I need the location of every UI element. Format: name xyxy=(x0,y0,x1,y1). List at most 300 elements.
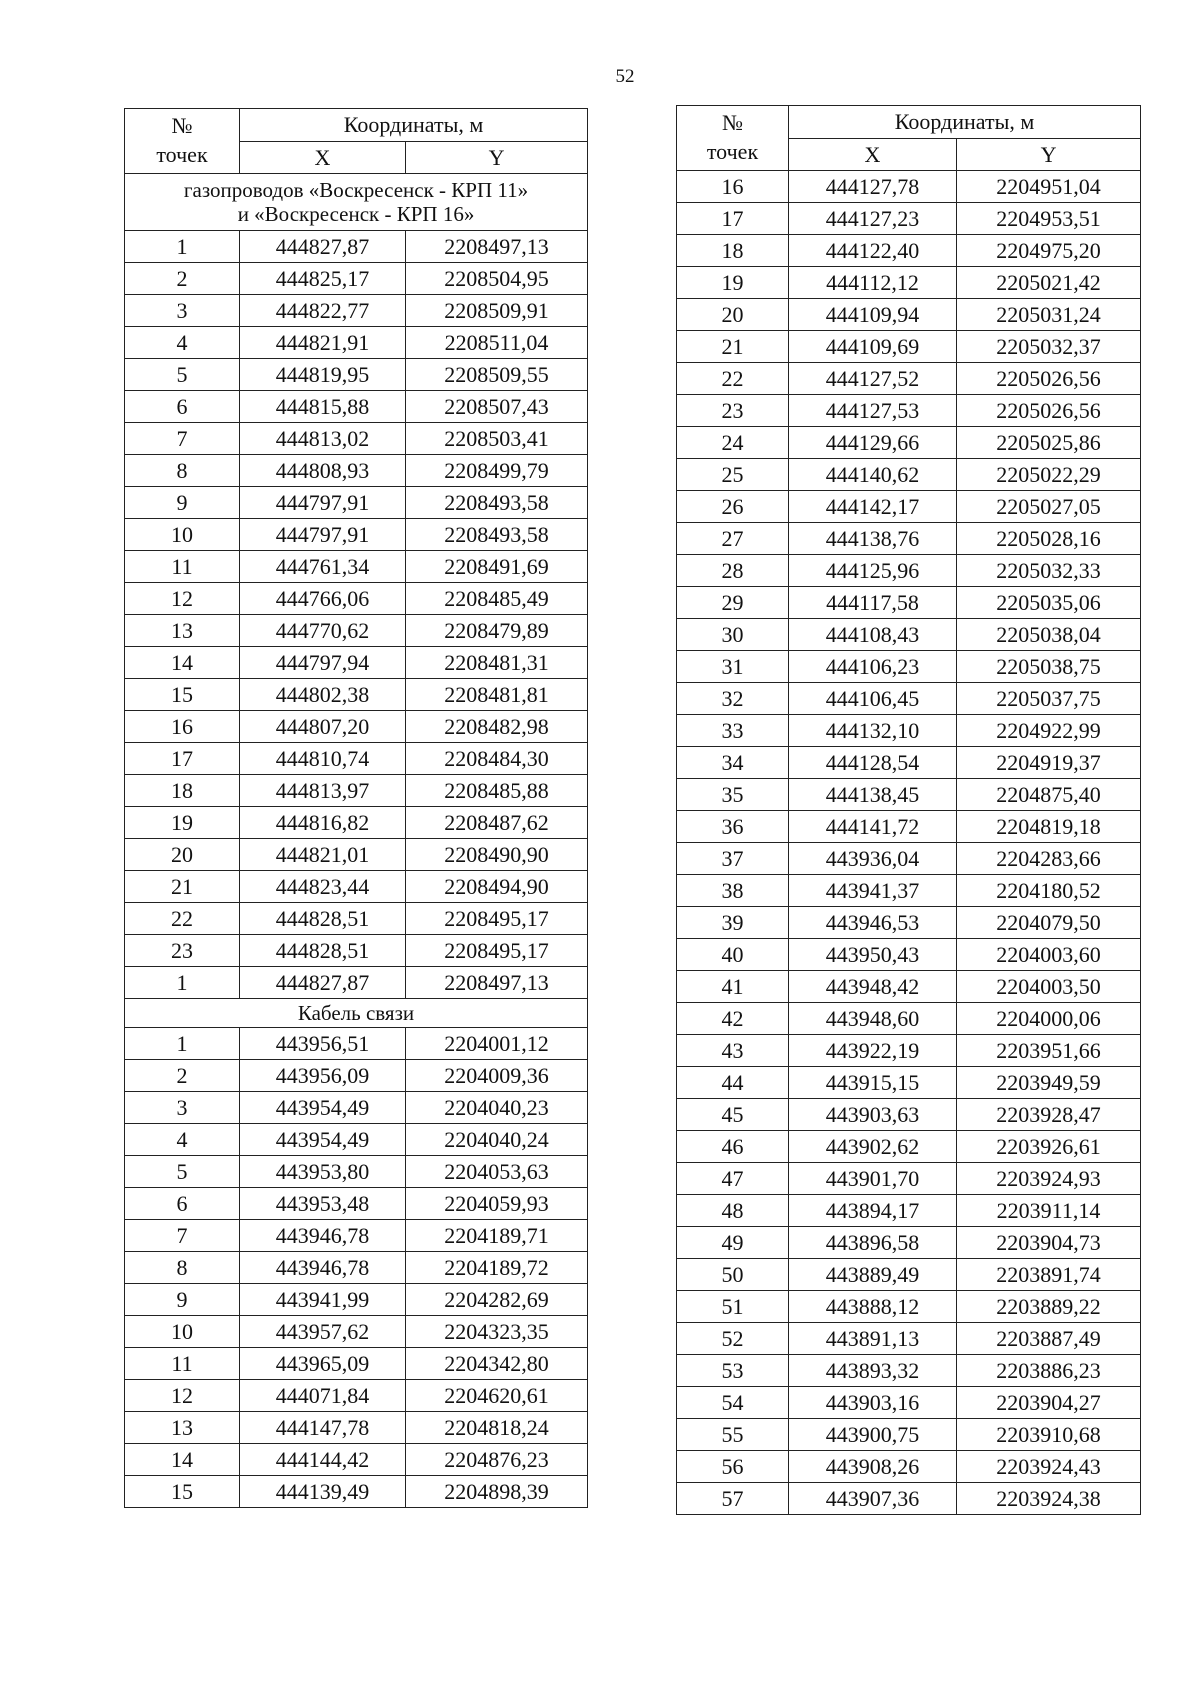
header-point-number xyxy=(677,106,789,171)
point-number-cell: 21 xyxy=(677,331,789,363)
point-number-cell: 20 xyxy=(677,299,789,331)
point-number-cell: 1 xyxy=(125,231,240,263)
table-row xyxy=(125,1444,588,1476)
coordinates-table-left xyxy=(124,108,588,1508)
y-coordinate-cell: 2205026,56 xyxy=(957,395,1141,427)
x-coordinate-cell: 443941,37 xyxy=(789,875,957,907)
y-coordinate-cell: 2203924,38 xyxy=(957,1483,1141,1515)
x-coordinate-cell: 443954,49 xyxy=(240,1124,406,1156)
table-row xyxy=(125,1028,588,1060)
y-coordinate-cell: 2203926,61 xyxy=(957,1131,1141,1163)
table-row xyxy=(677,843,1141,875)
x-coordinate-cell: 444106,45 xyxy=(789,683,957,715)
point-number-cell: 55 xyxy=(677,1419,789,1451)
point-number-cell: 42 xyxy=(677,1003,789,1035)
table-row xyxy=(125,903,588,935)
point-number-cell: 20 xyxy=(125,839,240,871)
point-number-cell: 36 xyxy=(677,811,789,843)
table-row xyxy=(677,1003,1141,1035)
x-coordinate-cell: 443902,62 xyxy=(789,1131,957,1163)
y-coordinate-cell: 2208491,69 xyxy=(406,551,588,583)
x-coordinate-cell: 444127,52 xyxy=(789,363,957,395)
table-row xyxy=(125,1284,588,1316)
y-coordinate-cell: 2208495,17 xyxy=(406,935,588,967)
x-coordinate-cell: 443946,53 xyxy=(789,907,957,939)
table-row xyxy=(677,715,1141,747)
x-coordinate-cell: 444132,10 xyxy=(789,715,957,747)
point-number-cell: 12 xyxy=(125,1380,240,1412)
y-coordinate-cell: 2204009,36 xyxy=(406,1060,588,1092)
y-coordinate-cell: 2203910,68 xyxy=(957,1419,1141,1451)
table-row xyxy=(677,235,1141,267)
y-coordinate-cell: 2208493,58 xyxy=(406,519,588,551)
y-coordinate-cell: 2204001,12 xyxy=(406,1028,588,1060)
x-coordinate-cell: 443894,17 xyxy=(789,1195,957,1227)
x-coordinate-cell: 444127,78 xyxy=(789,171,957,203)
table-row xyxy=(677,683,1141,715)
header-x: X xyxy=(789,139,957,171)
y-coordinate-cell: 2208493,58 xyxy=(406,487,588,519)
point-number-cell: 41 xyxy=(677,971,789,1003)
y-coordinate-cell: 2203886,23 xyxy=(957,1355,1141,1387)
y-coordinate-cell: 2203951,66 xyxy=(957,1035,1141,1067)
table-row xyxy=(125,839,588,871)
table-row xyxy=(125,647,588,679)
y-coordinate-cell: 2208481,31 xyxy=(406,647,588,679)
x-coordinate-cell: 444825,17 xyxy=(240,263,406,295)
y-coordinate-cell: 2208511,04 xyxy=(406,327,588,359)
table-row xyxy=(677,395,1141,427)
table-row xyxy=(677,1419,1141,1451)
table-row xyxy=(125,583,588,615)
table-row xyxy=(125,967,588,999)
table-row xyxy=(125,423,588,455)
y-coordinate-cell: 2208495,17 xyxy=(406,903,588,935)
x-coordinate-cell: 444139,49 xyxy=(240,1476,406,1508)
y-coordinate-cell: 2204898,39 xyxy=(406,1476,588,1508)
y-coordinate-cell: 2204053,63 xyxy=(406,1156,588,1188)
table-row xyxy=(125,1092,588,1124)
point-number-cell: 28 xyxy=(677,555,789,587)
point-number-cell: 37 xyxy=(677,843,789,875)
point-number-cell: 53 xyxy=(677,1355,789,1387)
y-coordinate-cell: 2205021,42 xyxy=(957,267,1141,299)
table-row xyxy=(125,359,588,391)
header-y: Y xyxy=(957,139,1141,171)
point-number-cell: 17 xyxy=(677,203,789,235)
table-row xyxy=(677,811,1141,843)
table-row xyxy=(125,551,588,583)
y-coordinate-cell: 2208481,81 xyxy=(406,679,588,711)
table-row xyxy=(125,1124,588,1156)
x-coordinate-cell: 444810,74 xyxy=(240,743,406,775)
y-coordinate-cell: 2208484,30 xyxy=(406,743,588,775)
table-row xyxy=(677,427,1141,459)
x-coordinate-cell: 443941,99 xyxy=(240,1284,406,1316)
table-row xyxy=(125,391,588,423)
x-coordinate-cell: 444108,43 xyxy=(789,619,957,651)
y-coordinate-cell: 2203924,93 xyxy=(957,1163,1141,1195)
point-number-cell: 19 xyxy=(125,807,240,839)
y-coordinate-cell: 2204819,18 xyxy=(957,811,1141,843)
x-coordinate-cell: 443950,43 xyxy=(789,939,957,971)
table-row xyxy=(677,1451,1141,1483)
point-number-cell: 6 xyxy=(125,391,240,423)
x-coordinate-cell: 444142,17 xyxy=(789,491,957,523)
y-coordinate-cell: 2205038,04 xyxy=(957,619,1141,651)
table-row xyxy=(677,1035,1141,1067)
y-coordinate-cell: 2204919,37 xyxy=(957,747,1141,779)
x-coordinate-cell: 444827,87 xyxy=(240,967,406,999)
y-coordinate-cell: 2204180,52 xyxy=(957,875,1141,907)
table-row xyxy=(677,1227,1141,1259)
y-coordinate-cell: 2208497,13 xyxy=(406,967,588,999)
table-row xyxy=(125,1188,588,1220)
header-y: Y xyxy=(406,142,588,174)
section-title-row xyxy=(125,174,588,231)
table-row xyxy=(677,203,1141,235)
table-row xyxy=(677,331,1141,363)
x-coordinate-cell: 443903,16 xyxy=(789,1387,957,1419)
x-coordinate-cell: 443903,63 xyxy=(789,1099,957,1131)
table-row xyxy=(125,1252,588,1284)
table-row xyxy=(677,1387,1141,1419)
table-row xyxy=(125,1060,588,1092)
point-number-cell: 33 xyxy=(677,715,789,747)
table-row xyxy=(677,1131,1141,1163)
table-row xyxy=(125,327,588,359)
x-coordinate-cell: 444766,06 xyxy=(240,583,406,615)
point-number-cell: 40 xyxy=(677,939,789,971)
x-coordinate-cell: 444815,88 xyxy=(240,391,406,423)
table-row xyxy=(677,1259,1141,1291)
table-row xyxy=(677,907,1141,939)
y-coordinate-cell: 2205032,37 xyxy=(957,331,1141,363)
x-coordinate-cell: 444797,91 xyxy=(240,519,406,551)
point-number-cell: 9 xyxy=(125,1284,240,1316)
y-coordinate-cell: 2205035,06 xyxy=(957,587,1141,619)
x-coordinate-cell: 444828,51 xyxy=(240,903,406,935)
table-row xyxy=(677,171,1141,203)
y-coordinate-cell: 2204876,23 xyxy=(406,1444,588,1476)
y-coordinate-cell: 2203904,73 xyxy=(957,1227,1141,1259)
y-coordinate-cell: 2204620,61 xyxy=(406,1380,588,1412)
x-coordinate-cell: 444071,84 xyxy=(240,1380,406,1412)
table-row xyxy=(125,935,588,967)
table-row xyxy=(125,807,588,839)
y-coordinate-cell: 2203891,74 xyxy=(957,1259,1141,1291)
x-coordinate-cell: 444144,42 xyxy=(240,1444,406,1476)
y-coordinate-cell: 2203924,43 xyxy=(957,1451,1141,1483)
x-coordinate-cell: 444127,53 xyxy=(789,395,957,427)
section-title-row xyxy=(125,999,588,1028)
y-coordinate-cell: 2205032,33 xyxy=(957,555,1141,587)
y-coordinate-cell: 2203904,27 xyxy=(957,1387,1141,1419)
y-coordinate-cell: 2204003,50 xyxy=(957,971,1141,1003)
y-coordinate-cell: 2204342,80 xyxy=(406,1348,588,1380)
point-number-cell: 30 xyxy=(677,619,789,651)
x-coordinate-cell: 443956,51 xyxy=(240,1028,406,1060)
x-coordinate-cell: 444813,97 xyxy=(240,775,406,807)
x-coordinate-cell: 444813,02 xyxy=(240,423,406,455)
x-coordinate-cell: 444827,87 xyxy=(240,231,406,263)
table-row xyxy=(125,487,588,519)
table-row xyxy=(677,363,1141,395)
point-number-cell: 10 xyxy=(125,1316,240,1348)
x-coordinate-cell: 443907,36 xyxy=(789,1483,957,1515)
point-number-cell: 5 xyxy=(125,359,240,391)
point-number-cell: 32 xyxy=(677,683,789,715)
y-coordinate-cell: 2208503,41 xyxy=(406,423,588,455)
x-coordinate-cell: 443915,15 xyxy=(789,1067,957,1099)
table-row xyxy=(677,1355,1141,1387)
x-coordinate-cell: 444808,93 xyxy=(240,455,406,487)
x-coordinate-cell: 444128,54 xyxy=(789,747,957,779)
y-coordinate-cell: 2208509,55 xyxy=(406,359,588,391)
point-number-cell: 14 xyxy=(125,1444,240,1476)
page-number: 52 xyxy=(615,66,635,87)
y-coordinate-cell: 2204059,93 xyxy=(406,1188,588,1220)
x-coordinate-cell: 444821,91 xyxy=(240,327,406,359)
y-coordinate-cell: 2203887,49 xyxy=(957,1323,1141,1355)
x-coordinate-cell: 444797,94 xyxy=(240,647,406,679)
point-number-cell: 9 xyxy=(125,487,240,519)
table-row xyxy=(677,267,1141,299)
table-row xyxy=(125,711,588,743)
x-coordinate-cell: 443936,04 xyxy=(789,843,957,875)
point-number-cell: 3 xyxy=(125,1092,240,1124)
y-coordinate-cell: 2204283,66 xyxy=(957,843,1141,875)
y-coordinate-cell: 2204323,35 xyxy=(406,1316,588,1348)
x-coordinate-cell: 443948,60 xyxy=(789,1003,957,1035)
table-row xyxy=(677,1291,1141,1323)
point-number-cell: 46 xyxy=(677,1131,789,1163)
x-coordinate-cell: 444112,12 xyxy=(789,267,957,299)
y-coordinate-cell: 2208479,89 xyxy=(406,615,588,647)
table-row xyxy=(677,555,1141,587)
point-number-cell: 52 xyxy=(677,1323,789,1355)
x-coordinate-cell: 444138,76 xyxy=(789,523,957,555)
table-row xyxy=(125,231,588,263)
table-row xyxy=(125,615,588,647)
table-row xyxy=(677,939,1141,971)
point-number-cell: 16 xyxy=(125,711,240,743)
y-coordinate-cell: 2204040,23 xyxy=(406,1092,588,1124)
header-x: X xyxy=(240,142,406,174)
table-row xyxy=(125,519,588,551)
x-coordinate-cell: 443889,49 xyxy=(789,1259,957,1291)
point-number-cell: 11 xyxy=(125,1348,240,1380)
y-coordinate-cell: 2204189,72 xyxy=(406,1252,588,1284)
point-number-cell: 49 xyxy=(677,1227,789,1259)
y-coordinate-cell: 2208490,90 xyxy=(406,839,588,871)
header-coordinates: Координаты, м xyxy=(789,106,1141,139)
y-coordinate-cell: 2203889,22 xyxy=(957,1291,1141,1323)
x-coordinate-cell: 444129,66 xyxy=(789,427,957,459)
x-coordinate-cell: 444109,69 xyxy=(789,331,957,363)
header-coordinates: Координаты, м xyxy=(240,109,588,142)
point-number-cell: 15 xyxy=(125,679,240,711)
x-coordinate-cell: 444770,62 xyxy=(240,615,406,647)
x-coordinate-cell: 444821,01 xyxy=(240,839,406,871)
table-row xyxy=(125,1220,588,1252)
y-coordinate-cell: 2204875,40 xyxy=(957,779,1141,811)
x-coordinate-cell: 444140,62 xyxy=(789,459,957,491)
table-row xyxy=(125,743,588,775)
coordinates-table-right xyxy=(676,105,1141,1515)
y-coordinate-cell: 2204040,24 xyxy=(406,1124,588,1156)
y-coordinate-cell: 2204003,60 xyxy=(957,939,1141,971)
table-row xyxy=(125,455,588,487)
y-coordinate-cell: 2204282,69 xyxy=(406,1284,588,1316)
point-number-cell: 18 xyxy=(125,775,240,807)
x-coordinate-cell: 443957,62 xyxy=(240,1316,406,1348)
point-number-cell: 43 xyxy=(677,1035,789,1067)
table-row xyxy=(677,1483,1141,1515)
table-row xyxy=(677,1099,1141,1131)
point-number-cell: 6 xyxy=(125,1188,240,1220)
x-coordinate-cell: 443965,09 xyxy=(240,1348,406,1380)
point-number-cell: 5 xyxy=(125,1156,240,1188)
section-title: Кабель связи xyxy=(125,999,588,1028)
x-coordinate-cell: 444802,38 xyxy=(240,679,406,711)
x-coordinate-cell: 444141,72 xyxy=(789,811,957,843)
y-coordinate-cell: 2205031,24 xyxy=(957,299,1141,331)
table-row xyxy=(677,1323,1141,1355)
table-row xyxy=(125,1476,588,1508)
point-number-cell: 22 xyxy=(677,363,789,395)
point-number-cell: 11 xyxy=(125,551,240,583)
x-coordinate-cell: 444106,23 xyxy=(789,651,957,683)
point-number-cell: 8 xyxy=(125,455,240,487)
x-coordinate-cell: 443953,80 xyxy=(240,1156,406,1188)
point-number-cell: 14 xyxy=(125,647,240,679)
x-coordinate-cell: 443922,19 xyxy=(789,1035,957,1067)
point-number-cell: 4 xyxy=(125,1124,240,1156)
point-number-cell: 57 xyxy=(677,1483,789,1515)
point-number-cell: 7 xyxy=(125,1220,240,1252)
y-coordinate-cell: 2204975,20 xyxy=(957,235,1141,267)
x-coordinate-cell: 443946,78 xyxy=(240,1252,406,1284)
y-coordinate-cell: 2205037,75 xyxy=(957,683,1141,715)
y-coordinate-cell: 2204189,71 xyxy=(406,1220,588,1252)
y-coordinate-cell: 2208485,88 xyxy=(406,775,588,807)
table-row xyxy=(125,1348,588,1380)
point-number-cell: 44 xyxy=(677,1067,789,1099)
point-number-cell: 12 xyxy=(125,583,240,615)
point-number-cell: 18 xyxy=(677,235,789,267)
y-coordinate-cell: 2208507,43 xyxy=(406,391,588,423)
point-number-cell: 38 xyxy=(677,875,789,907)
point-number-cell: 7 xyxy=(125,423,240,455)
point-number-cell: 27 xyxy=(677,523,789,555)
point-number-cell: 51 xyxy=(677,1291,789,1323)
x-coordinate-cell: 443891,13 xyxy=(789,1323,957,1355)
point-number-cell: 47 xyxy=(677,1163,789,1195)
header-point-number-label: № точек xyxy=(156,113,208,167)
y-coordinate-cell: 2208487,62 xyxy=(406,807,588,839)
table-row xyxy=(125,679,588,711)
y-coordinate-cell: 2205038,75 xyxy=(957,651,1141,683)
point-number-cell: 13 xyxy=(125,615,240,647)
x-coordinate-cell: 444147,78 xyxy=(240,1412,406,1444)
y-coordinate-cell: 2205028,16 xyxy=(957,523,1141,555)
header-point-number-label: № точек xyxy=(706,110,759,164)
table-row xyxy=(677,875,1141,907)
table-row xyxy=(125,1412,588,1444)
x-coordinate-cell: 444822,77 xyxy=(240,295,406,327)
y-coordinate-cell: 2204951,04 xyxy=(957,171,1141,203)
header-point-number xyxy=(125,109,240,174)
y-coordinate-cell: 2208485,49 xyxy=(406,583,588,615)
point-number-cell: 22 xyxy=(125,903,240,935)
y-coordinate-cell: 2208494,90 xyxy=(406,871,588,903)
x-coordinate-cell: 444117,58 xyxy=(789,587,957,619)
point-number-cell: 50 xyxy=(677,1259,789,1291)
point-number-cell: 35 xyxy=(677,779,789,811)
point-number-cell: 23 xyxy=(125,935,240,967)
y-coordinate-cell: 2203949,59 xyxy=(957,1067,1141,1099)
table-row xyxy=(125,263,588,295)
point-number-cell: 19 xyxy=(677,267,789,299)
table-row xyxy=(677,299,1141,331)
y-coordinate-cell: 2208497,13 xyxy=(406,231,588,263)
table-row xyxy=(677,459,1141,491)
point-number-cell: 34 xyxy=(677,747,789,779)
table-row xyxy=(677,523,1141,555)
point-number-cell: 8 xyxy=(125,1252,240,1284)
y-coordinate-cell: 2205026,56 xyxy=(957,363,1141,395)
table-row xyxy=(125,295,588,327)
point-number-cell: 45 xyxy=(677,1099,789,1131)
x-coordinate-cell: 444127,23 xyxy=(789,203,957,235)
y-coordinate-cell: 2208499,79 xyxy=(406,455,588,487)
point-number-cell: 15 xyxy=(125,1476,240,1508)
x-coordinate-cell: 443953,48 xyxy=(240,1188,406,1220)
point-number-cell: 2 xyxy=(125,263,240,295)
x-coordinate-cell: 444823,44 xyxy=(240,871,406,903)
table-row xyxy=(677,779,1141,811)
point-number-cell: 39 xyxy=(677,907,789,939)
table-row xyxy=(677,1163,1141,1195)
x-coordinate-cell: 444816,82 xyxy=(240,807,406,839)
y-coordinate-cell: 2203928,47 xyxy=(957,1099,1141,1131)
point-number-cell: 26 xyxy=(677,491,789,523)
y-coordinate-cell: 2203911,14 xyxy=(957,1195,1141,1227)
y-coordinate-cell: 2205025,86 xyxy=(957,427,1141,459)
x-coordinate-cell: 443946,78 xyxy=(240,1220,406,1252)
x-coordinate-cell: 443893,32 xyxy=(789,1355,957,1387)
x-coordinate-cell: 443900,75 xyxy=(789,1419,957,1451)
point-number-cell: 54 xyxy=(677,1387,789,1419)
point-number-cell: 31 xyxy=(677,651,789,683)
x-coordinate-cell: 444109,94 xyxy=(789,299,957,331)
point-number-cell: 4 xyxy=(125,327,240,359)
x-coordinate-cell: 443908,26 xyxy=(789,1451,957,1483)
table-row xyxy=(677,1067,1141,1099)
x-coordinate-cell: 444797,91 xyxy=(240,487,406,519)
x-coordinate-cell: 444807,20 xyxy=(240,711,406,743)
x-coordinate-cell: 443888,12 xyxy=(789,1291,957,1323)
point-number-cell: 10 xyxy=(125,519,240,551)
point-number-cell: 16 xyxy=(677,171,789,203)
y-coordinate-cell: 2204818,24 xyxy=(406,1412,588,1444)
table-row xyxy=(677,651,1141,683)
table-row xyxy=(125,1156,588,1188)
point-number-cell: 13 xyxy=(125,1412,240,1444)
point-number-cell: 17 xyxy=(125,743,240,775)
point-number-cell: 29 xyxy=(677,587,789,619)
